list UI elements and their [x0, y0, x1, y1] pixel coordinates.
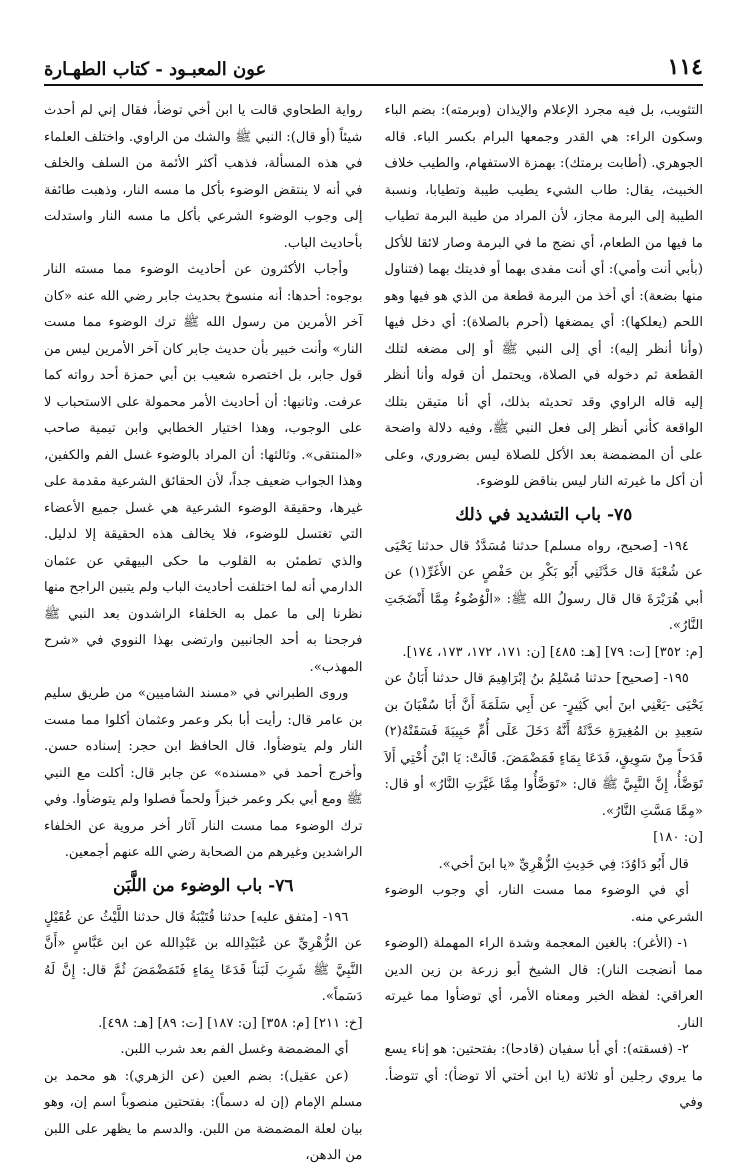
hadith-196-references: [خ: ٢١١] [م: ٣٥٨] [ن: ١٨٧] [ت: ٨٩] [هـ: ٤٩٨]. — [98, 1015, 363, 1031]
page-number: ١١٤ — [667, 54, 703, 80]
hadith-195-references: [ن: ١٨٠] — [653, 830, 703, 845]
text-columns — [44, 98, 703, 1163]
abu-dawud-note: قال أَبُو دَاوُدَ: فِي حَدِيثِ الزُّهْرِيِّ «يا ابنَ أخي». — [438, 856, 689, 872]
hadith-194: ١٩٤- [صحيح، رواه مسلم] حدثنا مُسَدَّدٌ قال حدثنا يَحْيَى عن شُعْبَةَ قال حَدَّثَنِي أَبُو بَكْرِ بن حَفْصٍ عن الأَغَرِّ(١) عن أبي هُرَيْرَةَ قال قال رسولُ الله ﷺ: «الْوُضُوءُ مِمَّا أَنْضَجَتِ النَّارُ». — [384, 538, 703, 633]
commentary-paragraph: وروى الطبراني في «مسند الشاميين» من طريق سليم بن عامر قال: رأيت أبا بكر وعمر وعثمان أكلوا مما مست النار ولم يتوضأوا. قال الحافظ ابن حجر: إسناده حسن. وأخرج أحمد في «مسنده» عن جابر قال: أكلت مع النبي ﷺ ومع أبي بكر وعمر خبزاً ولحماً فصلوا ولم يتوضأوا. وفي ترك الوضوء مما مست النار آثار أخر مروية عن الخلفاء الراشدين وغيرهم من الصحابة رضي الله عنهم أجمعين. — [44, 686, 363, 860]
page-header — [44, 48, 703, 86]
commentary-paragraph: (عن عقيل): بضم العين (عن الزهري): هو محمد بن مسلم الإمام (إن له دسماً): بفتحتين منصوباً اسم إن، وهو بيان لعلة المضمضة من اللبن. والدسم ما يظهر على اللبن من الدهن، — [44, 1068, 363, 1163]
commentary-paragraph: أي المضمضة وغسل الفم بعد شرب اللبن. — [120, 1042, 349, 1057]
hadith-195: ١٩٥- [صحيح] حدثنا مُسْلِمُ بنُ إبْرَاهِيمَ قال حدثنا أَبَانُ عن يَحْيَى -يَعْنِي ابنَ أبي كَثِيرٍ- عن أَبِي سَلَمَةَ أَنَّ أَبَا سُفْيَانَ بن سَعِيدِ بن المُغِيرَةِ حَدَّثَهُ أَنَّهُ دَخَلَ عَلَى أُمِّ حَبِيبَةَ فَسَقَتْهُ(٢) قَدَحاً مِنْ سَوِيقٍ، فَدَعَا بِمَاءٍ فَمَضْمَضَ. قَالَتْ: يَا ابْنَ أُخْتِي أَلاَ تَوَضَّأُ، إِنَّ النَّبِيَّ ﷺ قال: «تَوَضَّأُوا مِمَّا غَيَّرَتِ النَّارُ» أو قال: «مِمَّا مَسَّتِ النَّارُ». — [384, 671, 703, 819]
commentary-paragraph: أي في الوضوء مما مست النار، أي وجوب الوضوء الشرعي منه. — [384, 883, 703, 925]
commentary-paragraph: رواية الطحاوي قالت يا ابن أخي توضأ، فقال إني لم أحدث شيئاً (أو قال): النبي ﷺ والشك من الراوي. واختلف العلماء في هذه المسألة، فذهب أكثر الأئمة من السلف والخلف في أنه لا ينتقض الوضوء بأكل ما مسه النار، وذهبت طائفة إلى وجوب الوضوء الشرعي بأكل ما مسه النار واستدلت بأحاديث الباب. — [44, 103, 363, 251]
chapter-heading-76: ٧٦- باب الوضوء من اللَّبَن — [113, 875, 294, 896]
left-column — [44, 98, 363, 1163]
footnote-2: ٢- (فسقته): أي أبا سفيان (قادحا): بفتحتين: هو إناء يسع ما يروي رجلين أو ثلاثة (يا ابن أختي ألا توضأ): أي تتوضأ. وفي — [384, 1042, 703, 1110]
footnote-1: ١- (الأغر): بالغين المعجمة وشدة الراء المهملة (الوضوء مما أنضجت النار): قال الشيخ أبو زرعة بن زين الدين العراقي: لفظه الخبر ومعناه الأمر، أي توضأوا مما غيرته النار. — [384, 936, 703, 1031]
hadith-196: ١٩٦- [متفق عليه] حدثنا قُتَيْبَةُ قال حدثنا اللَّيْثُ عن عُقَيْلٍ عن الزُّهْرِيِّ عن عُبَيْدِالله بن عَبْدِالله عن ابن عَبَّاسٍ «أَنَّ النَّبِيَّ ﷺ شَرِبَ لَبَناً فَدَعَا بِمَاءٍ فَتَمَضْمَضَ ثُمَّ قال: إِنَّ لَهُ دَسَماً». — [44, 909, 363, 1004]
commentary-paragraph: التثويب، بل فيه مجرد الإعلام والإيذان (وبرمته): بضم الباء وسكون الراء: هي القدر وجمعها البرام بكسر الباء. قاله الجوهري. (أطابت برمتك): بهمزة الاستفهام، والطيب خلاف الخبيث، يقال: طاب الشيء يطيب طيبة وتطيابا، ونسبة الطيبة إلى البرمة مجاز، لأن المراد من طيبة البرمة تطياب ما فيها من الطعام، أي نضج ما في البرمة وصار لائقا للأكل (بأبي أنت وأمي): أي أنت مفدى بهما أو فديتك بهما (فتناول منها بضعة): أي أخذ من البرمة قطعة من الذي هو فيها وهو اللحم (يعلكها): أي يمضغها (أحرم بالصلاة): أي دخل فيها (وأنا أنظر إليه): أي إلى النبي ﷺ أو إلى مضغه لتلك القطعة ثم دخوله في الصلاة، ويحتمل أن قوله وأنا أنظر إليه قاله الراوي وقد تحديثه بذلك، أي أنا متيقن بتلك الواقعة كأني أنظر إلى فعل النبي ﷺ، وفيه دلالة واضحة على أن المضمضة بعد الأكل للصلاة ليس بضروري، وعلى أن أكل ما غيرته النار ليس بناقض للوضوء. — [384, 103, 703, 489]
running-title: عون المعبـود - كتاب الطهـارة — [44, 59, 267, 80]
chapter-heading-75: ٧٥- باب التشديد في ذلك — [455, 504, 633, 525]
hadith-194-references: [م: ٣٥٢] [ت: ٧٩] [هـ: ٤٨٥] [ن: ١٧١، ١٧٢، ١٧٣، ١٧٤]. — [402, 644, 703, 660]
commentary-paragraph: وأجاب الأكثرون عن أحاديث الوضوء مما مسته النار بوجوه: أحدها: أنه منسوخ بحديث جابر رضي الله عنه «كان آخر الأمرين من رسول الله ﷺ ترك الوضوء مما مست النار» وأنت خبير بأن حديث جابر كان آخر الأمرين ليس من قول جابر، بل اختصره شعيب بن أبي حمزة أحد رواته كما عرفت. وثانيها: أن أحاديث الأمر محمولة على الاستحباب لا على الوجوب، وهذا اختيار الخطابي وابن تيمية صاحب «المنتقى». وثالثها: أن المراد بالوضوء غسل الفم والكفين، وهذا الجواب ضعيف جداً، لأن الحقائق الشرعية مقدمة على غيرها، وحقيقة الوضوء الشرعية هي غسل جميع الأعضاء التي تغتسل للوضوء، فلا يخالف هذه الحقيقة إلا لدليل. والذي تطمئن به القلوب ما حكى البيهقي عن عثمان الدارمي أنه لما اختلفت أحاديث الباب ولم يتبين الراجح منها نظرنا إلى ما عمل به الخلفاء الراشدون بعد النبي ﷺ فرجحنا به أحد الجانبين وارتضى بهذا النووي في «شرح المهذب». — [44, 262, 363, 675]
right-column — [384, 98, 704, 1110]
